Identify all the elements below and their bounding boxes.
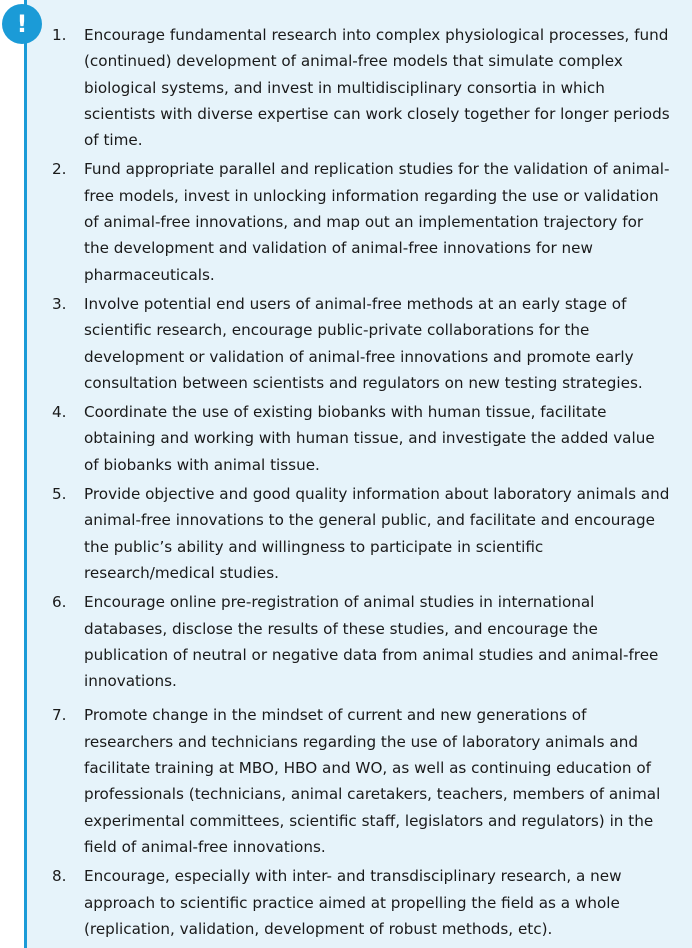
item-text: Involve potential end users of animal-free methods at an early stage of scientific research, encourage public-private collaborations for the development or validation of animal-free innovations and promote early consultation between scientists and regulators on new testing strategies. [84, 294, 643, 392]
list-item [52, 863, 672, 942]
recommendations-list [52, 22, 672, 945]
item-text: Encourage online pre-registration of animal studies in international databases, disclose the results of these studies, and encourage the publication of neutral or negative data from animal studies and animal-free innovations. [84, 593, 659, 691]
list-item [52, 156, 672, 287]
item-number: 3. [52, 294, 67, 313]
list-item [52, 399, 672, 478]
list-item [52, 702, 672, 860]
list-item [52, 589, 672, 694]
item-text: Coordinate the use of existing biobanks with human tissue, facilitate obtaining and working with human tissue, and investigate the added value of biobanks with animal tissue. [84, 403, 655, 474]
item-number: 1. [52, 26, 67, 44]
list-item [52, 22, 672, 153]
item-number: 8. [52, 867, 67, 886]
item-number: 7. [52, 706, 67, 725]
item-text: Provide objective and good quality information about laboratory animals and animal-free innovations to the general public, and facilitate and encourage the public’s ability and willingness to participate in scientific research/medical studies. [84, 485, 670, 582]
item-number: 6. [52, 593, 67, 612]
exclamation-icon: ! [2, 4, 42, 44]
item-text: Encourage fundamental research into complex physiological processes, fund (continued) development of animal-free models that simulate complex biological systems, and invest in multidisciplinary consortia in which scientists with diverse expertise can work closely together for longer periods of time. [84, 26, 670, 150]
list-item [52, 481, 672, 586]
item-text: Promote change in the mindset of current and new generations of researchers and technicians regarding the use of laboratory animals and facilitate training at MBO, HBO and WO, as well as continuing education of professionals (technicians, animal caretakers, teachers, members of animal experimental committees, scientific staff, legislators and regulators) in the field of animal-free innovations. [84, 706, 661, 856]
item-text: Encourage, especially with inter- and transdisciplinary research, a new approach to scientific practice aimed at propelling the field as a whole (replication, validation, development of robust methods, etc). [84, 867, 622, 938]
item-number: 2. [52, 160, 67, 179]
item-number: 5. [52, 485, 67, 504]
item-text: Fund appropriate parallel and replication studies for the validation of animal-free models, invest in unlocking information regarding the use or validation of animal-free innovations, and map out an implementation trajectory for the development and validation of animal-free innovations for new pharmaceuticals. [84, 160, 670, 284]
list-item [52, 291, 672, 396]
item-number: 4. [52, 403, 67, 422]
